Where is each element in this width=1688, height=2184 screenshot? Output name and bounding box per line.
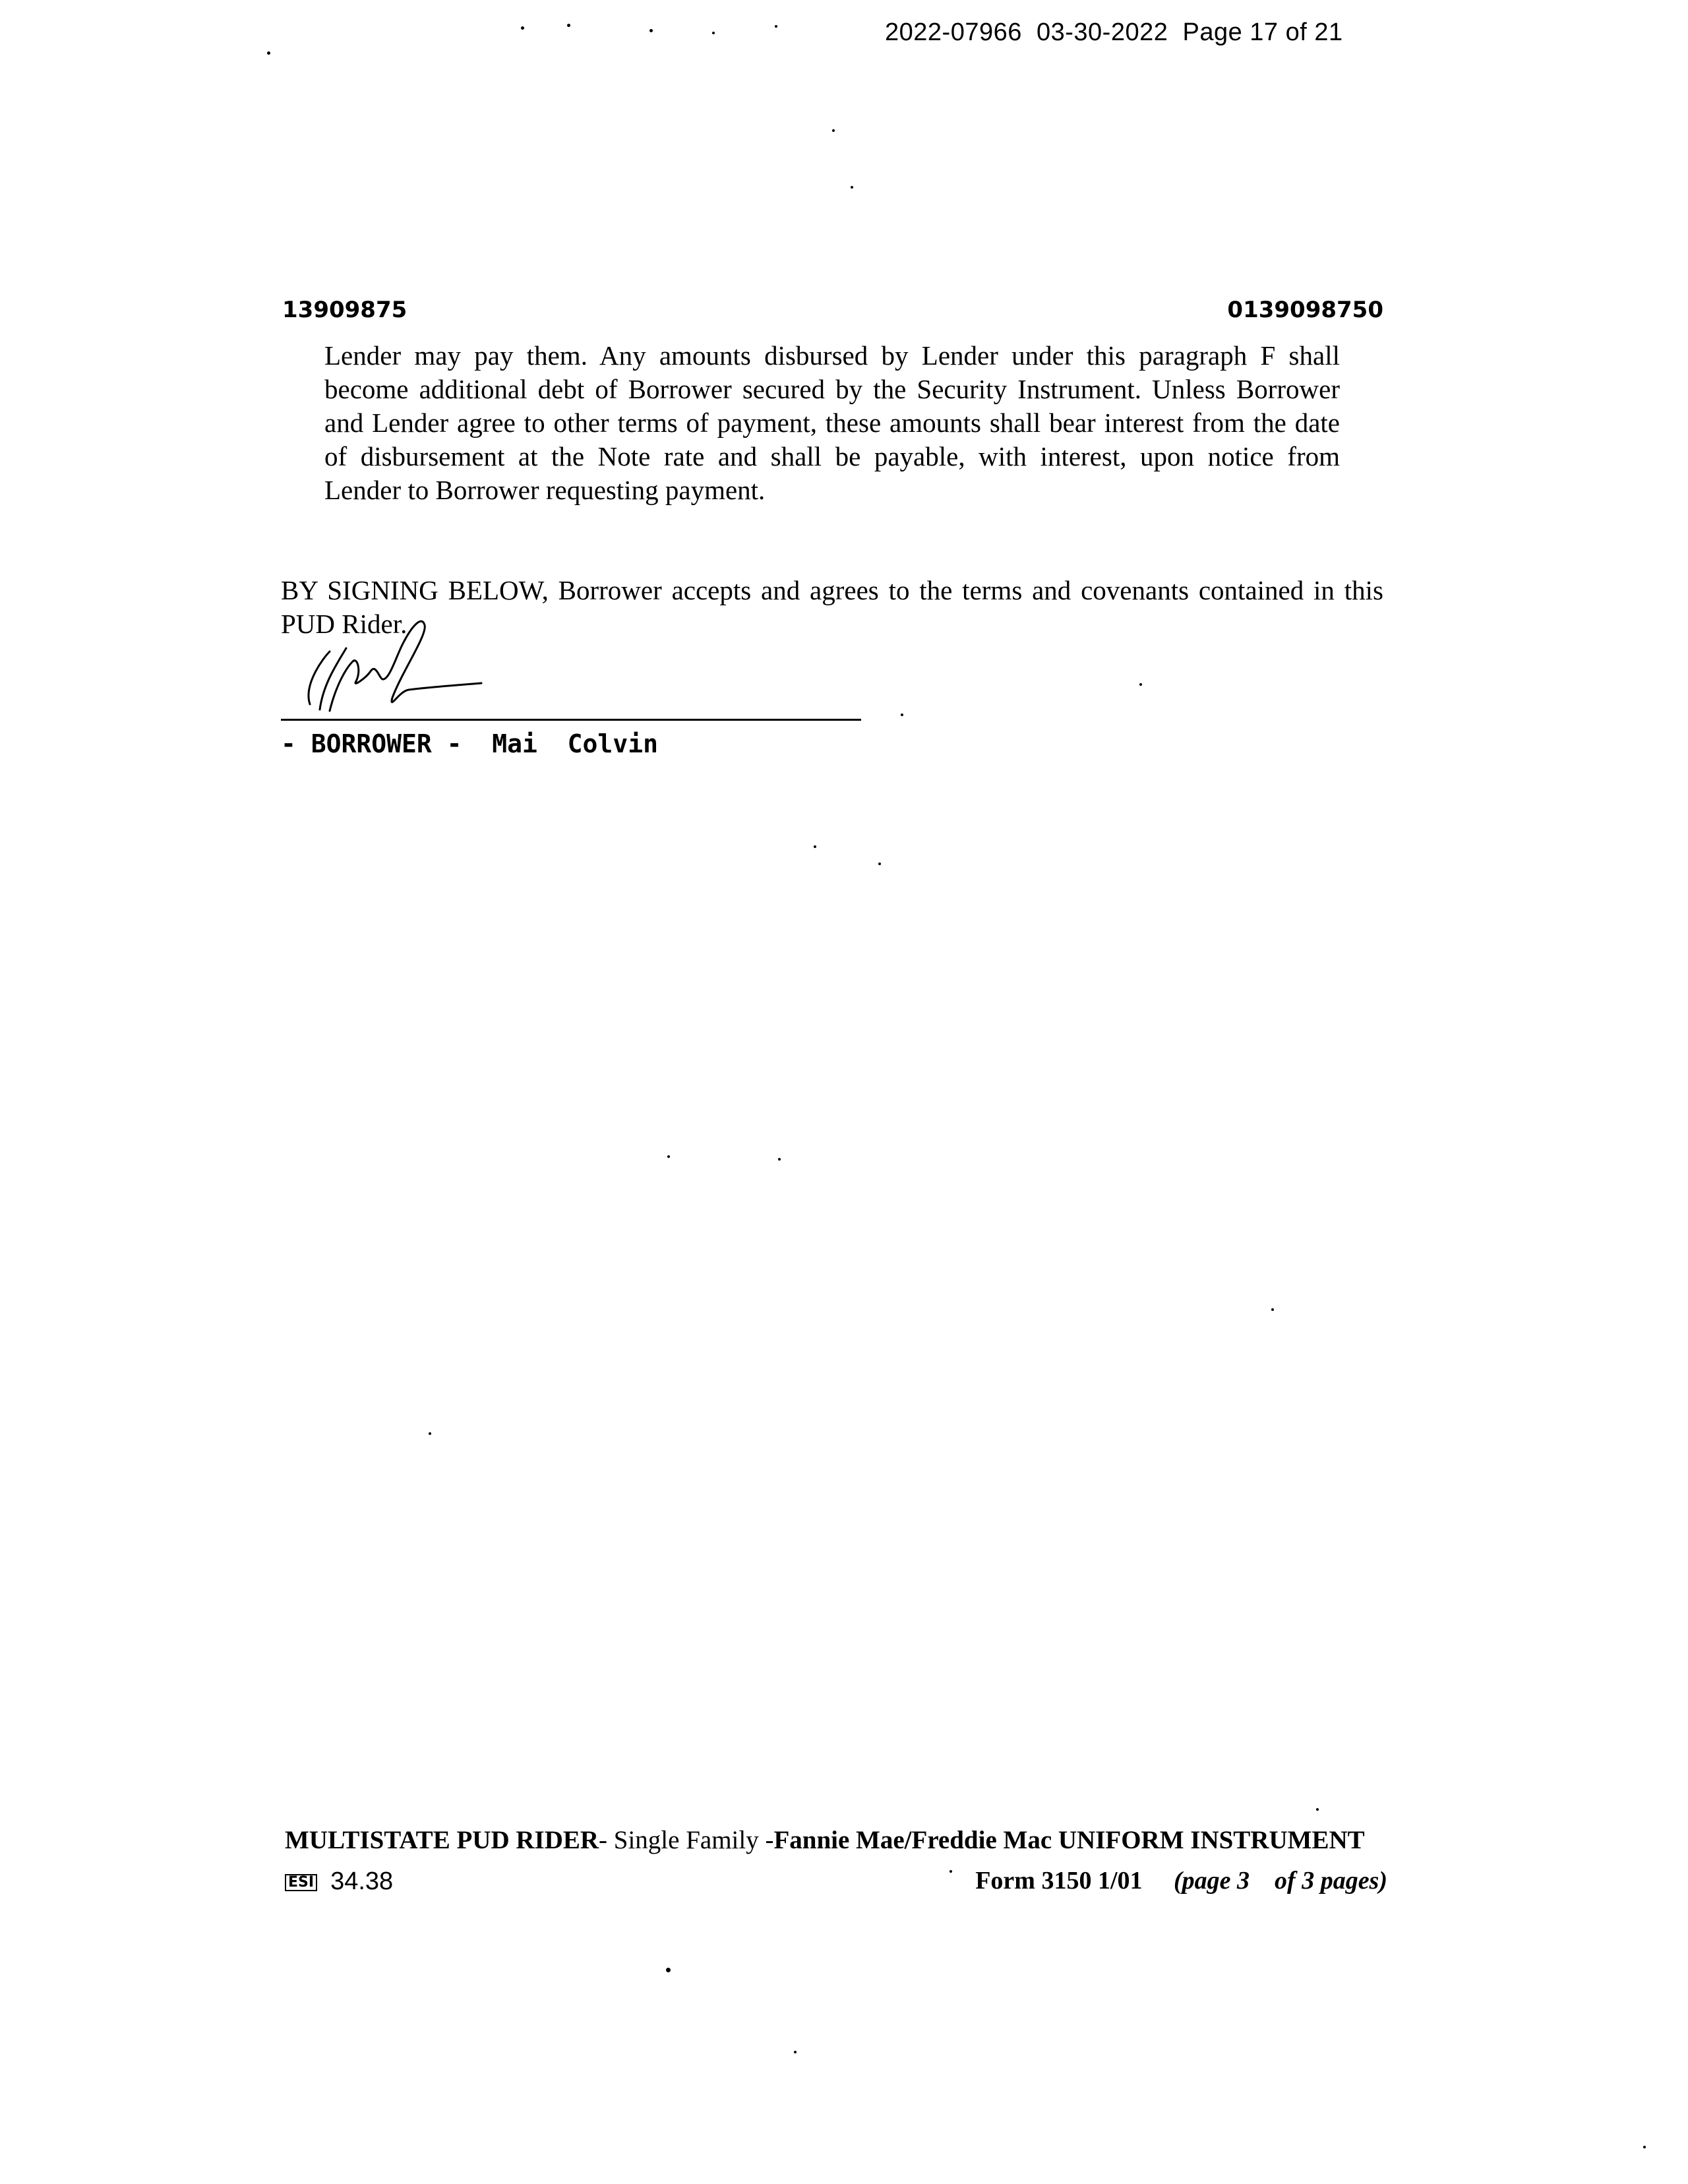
paragraph-line: become additional debt of Borrower secured by the Security Instrument. Unless Borrower [324,374,1340,404]
scan-speck [814,845,816,848]
borrower-name-label: - BORROWER - Mai Colvin [281,729,658,758]
scan-speck [794,2051,797,2053]
scan-speck [901,713,903,716]
scan-speck [851,186,853,189]
esi-logo-icon: ESI [285,1874,317,1891]
loan-number-left: 13909875 [282,297,407,323]
form-number-block [975,1866,1387,1895]
paragraph-line: Lender to Borrower requesting payment. [324,475,766,505]
form-title [285,1825,1365,1855]
paragraph-line: of disbursement at the Note rate and shall be payable, with interest, upon notice from [324,441,1340,471]
recording-stamp: 2022-07966 03-30-2022 Page 17 of 21 [885,18,1343,46]
scan-speck [267,51,270,55]
scan-speck [1643,2146,1646,2148]
paragraph-f-continuation [324,339,1340,507]
signing-line: BY SIGNING BELOW, Borrower accepts and agrees to the terms and covenants contained in this [281,575,1383,605]
scan-speck [1316,1808,1319,1811]
scan-speck [521,26,524,30]
signing-line: PUD Rider. [281,609,407,639]
paragraph-line: Lender may pay them. Any amounts disbursed by Lender under this paragraph F shall [324,340,1340,371]
paragraph-line: and Lender agree to other terms of payment, these amounts shall bear interest from the date [324,408,1340,438]
signature-line [281,719,861,721]
scan-speck [649,29,653,32]
scan-speck [1139,683,1142,686]
scan-speck [775,25,777,28]
borrower-signature [284,605,501,724]
scan-speck [567,24,570,27]
form-title-bold: MULTISTATE PUD RIDER [285,1826,599,1854]
scan-speck [950,1870,952,1873]
form-title-plain: - Single Family - [599,1826,774,1854]
scan-speck [429,1432,431,1435]
form-number: Form 3150 1/01 [975,1867,1143,1895]
loan-number-right: 0139098750 [1227,297,1383,323]
scan-speck [666,1968,671,1972]
form-title-bold-2: Fannie Mae/Freddie Mac UNIFORM INSTRUMENT [773,1826,1365,1854]
form-code: 34.38 [330,1867,394,1895]
scan-speck [878,863,881,865]
scan-speck [1271,1308,1274,1311]
scan-speck [832,129,835,132]
page-of-pages: (page 3 of 3 pages) [1174,1867,1387,1895]
scan-speck [778,1158,781,1161]
scan-speck [667,1155,670,1158]
form-code-block [285,1867,393,1896]
scan-speck [712,32,715,34]
